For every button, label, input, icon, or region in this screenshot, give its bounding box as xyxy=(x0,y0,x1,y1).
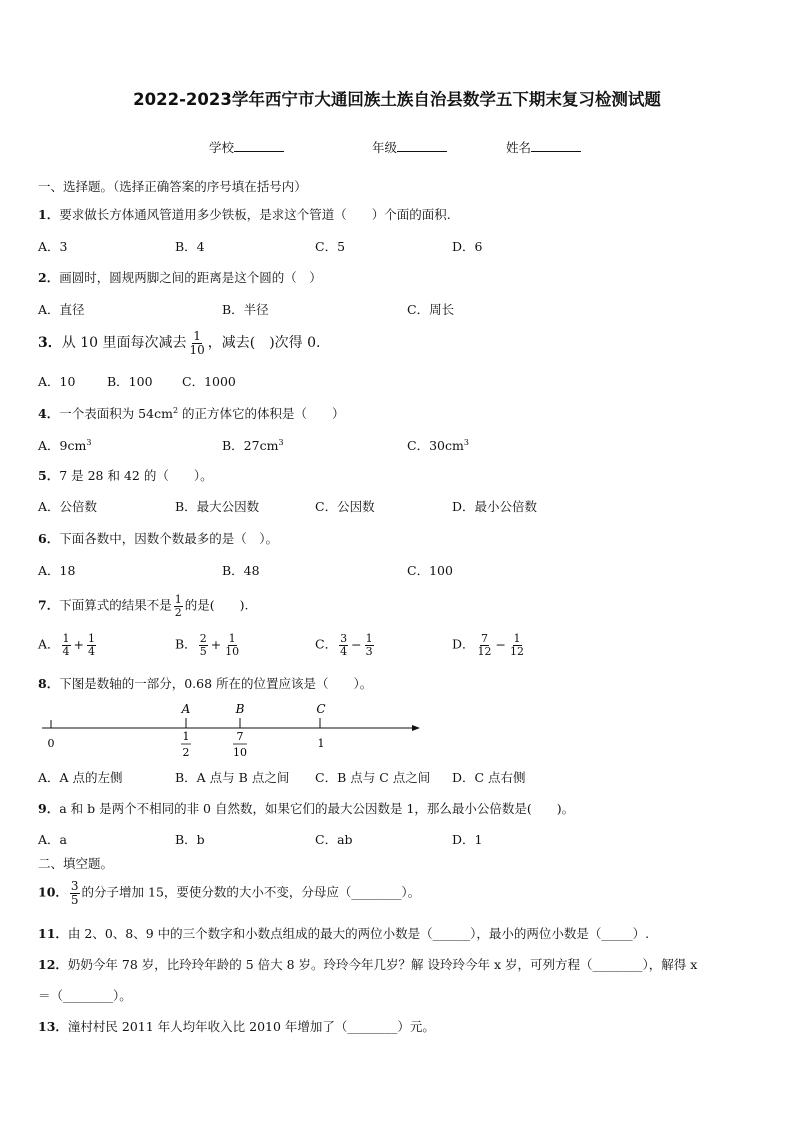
section-fill-heading: 二、填空题。 xyxy=(38,856,114,871)
school-label: 学校 xyxy=(209,140,235,155)
section-choice-heading: 一、选择题。（选择正确答案的序号填在括号内） xyxy=(38,179,307,194)
name-field xyxy=(506,142,581,155)
question-text: 要求做长方体通风管道用多少铁板，是求这个管道（ ）个面的面积. xyxy=(59,207,451,222)
question-text-pre: 从 10 里面每次减去 xyxy=(61,335,187,352)
grade-label: 年级 xyxy=(372,140,398,155)
tick-label-half-den: 2 xyxy=(182,746,190,759)
q1-option-d[interactable]: D．6 xyxy=(452,239,483,254)
q6-option-a[interactable]: A．18 xyxy=(38,563,76,578)
question-text: a 和 b 是两个不相同的非 0 自然数，如果它们的最大公因数是 1，那么最小公倍数是( )。 xyxy=(59,801,575,816)
question-text-post: 的正方体它的体积是（ ） xyxy=(178,406,345,422)
q8-option-d[interactable]: D．C 点右侧 xyxy=(452,770,526,785)
q8-option-a[interactable]: A．A 点的左侧 xyxy=(38,770,123,785)
q1-option-a[interactable]: A．3 xyxy=(38,239,68,254)
q8-option-c[interactable]: C．B 点与 C 点之间 xyxy=(315,770,431,785)
q9-option-a[interactable]: A．a xyxy=(38,832,67,847)
question-number: 6． xyxy=(38,531,60,546)
fraction: $\frac{1}{2}$ xyxy=(174,593,182,619)
q6-option-c[interactable]: C．100 xyxy=(407,563,453,578)
question-number: 8． xyxy=(38,676,60,691)
q2-option-c[interactable]: C．周长 xyxy=(407,302,455,317)
question-text: 画圆时，圆规两脚之间的距离是这个圆的（ ） xyxy=(59,270,322,285)
point-label-C: C xyxy=(316,702,326,716)
grade-field xyxy=(372,142,447,155)
question-text-post: 的是( ). xyxy=(184,597,249,613)
tick-label-half-num: 1 xyxy=(182,730,190,743)
question-text: 潼村村民 2011 年人均年收入比 2010 年增加了（________）元。 xyxy=(67,1019,435,1034)
question-text: 下面各数中，因数个数最多的是（ ）。 xyxy=(59,531,278,546)
school-field xyxy=(209,142,284,155)
q4-option-c[interactable]: C．$30cm^3$ xyxy=(407,438,469,454)
grade-blank[interactable] xyxy=(397,151,447,152)
question-number: 7． xyxy=(38,597,60,613)
question-text-pre: 一个表面积为 54cm xyxy=(59,406,173,422)
q5-option-d[interactable]: D．最小公倍数 xyxy=(452,499,538,514)
question-number: 5． xyxy=(38,468,60,483)
q7-option-d[interactable]: D． $\frac{7}{12}$ − $\frac{1}{12}$ xyxy=(452,632,525,658)
question-9 xyxy=(38,803,574,816)
q6-option-b[interactable]: B．48 xyxy=(222,563,260,578)
question-2 xyxy=(38,272,322,285)
question-12 xyxy=(38,959,697,972)
question-3 xyxy=(38,330,320,356)
q8-option-b[interactable]: B．A 点与 B 点之间 xyxy=(175,770,290,785)
question-text: 的分子增加 15，要使分数的大小不变，分母应（________）。 xyxy=(81,884,421,900)
page-title: 2022-2023学年西宁市大通回族土族自治县数学五下期末复习检测试题 xyxy=(133,90,661,109)
question-text: 由 2、0、8、9 中的三个数字和小数点组成的最大的两位小数是（______），最小的两位小数是（_____）. xyxy=(67,926,650,941)
q3-option-b[interactable]: B．100 xyxy=(107,374,153,389)
question-1 xyxy=(38,209,451,222)
name-label: 姓名 xyxy=(506,140,532,155)
q4-option-a[interactable]: A．$9cm^3$ xyxy=(38,438,92,454)
question-10 xyxy=(38,880,420,906)
q5-option-c[interactable]: C．公因数 xyxy=(315,499,375,514)
q7-option-b[interactable]: B． $\frac{2}{5}$ + $\frac{1}{10}$ xyxy=(175,632,240,658)
question-text-post: ，减去( )次得 0. xyxy=(207,335,321,352)
q2-option-a[interactable]: A．直径 xyxy=(38,302,85,317)
question-11 xyxy=(38,928,649,941)
fraction: $\frac{3}{5}$ xyxy=(70,879,79,907)
question-text: 7 是 28 和 42 的（ ）。 xyxy=(59,468,213,483)
school-blank[interactable] xyxy=(234,151,284,152)
q4-option-b[interactable]: B．$27cm^3$ xyxy=(222,438,284,454)
question-13 xyxy=(38,1021,435,1034)
question-text-line1: 奶奶今年 78 岁，比玲玲年龄的 5 倍大 8 岁。玲玲今年几岁？解 设玲玲今年 x 岁，可列方程（________），解得 x xyxy=(67,957,698,972)
question-number: 11． xyxy=(38,926,68,941)
q9-option-d[interactable]: D．1 xyxy=(452,832,483,847)
q5-option-a[interactable]: A．公倍数 xyxy=(38,499,98,514)
q2-option-b[interactable]: B．半径 xyxy=(222,302,269,317)
question-number: 2． xyxy=(38,270,60,285)
question-number: 1． xyxy=(38,207,60,222)
question-4 xyxy=(38,407,345,421)
q1-option-c[interactable]: C．5 xyxy=(315,239,346,254)
axis-arrowhead xyxy=(412,725,420,731)
tick-label-seventenths-den: 10 xyxy=(233,746,247,759)
q5-option-b[interactable]: B．最大公因数 xyxy=(175,499,260,514)
q7-option-c[interactable]: C． $\frac{3}{4}$ − $\frac{1}{3}$ xyxy=(315,632,373,658)
question-number: 12． xyxy=(38,957,68,972)
q9-option-b[interactable]: B．b xyxy=(175,832,205,847)
q3-option-a[interactable]: A．10 xyxy=(38,374,76,389)
superscript: 2 xyxy=(172,406,179,415)
question-7 xyxy=(38,594,248,618)
number-line xyxy=(0,698,440,764)
question-text: 下图是数轴的一部分，0.68 所在的位置应该是（ ）。 xyxy=(59,676,373,691)
q7-option-a[interactable]: A． $\frac{1}{4}$ + $\frac{1}{4}$ xyxy=(38,632,96,658)
point-label-A: A xyxy=(181,702,191,716)
question-number: 10． xyxy=(38,884,68,900)
q3-option-c[interactable]: C．1000 xyxy=(182,374,236,389)
name-blank[interactable] xyxy=(531,151,581,152)
question-6 xyxy=(38,533,278,546)
tick-label-zero: 0 xyxy=(47,737,55,750)
question-12-continued: ＝（________）。 xyxy=(38,988,132,1003)
tick-label-seventenths-num: 7 xyxy=(236,730,244,743)
question-number: 3． xyxy=(38,335,62,352)
point-label-B: B xyxy=(235,702,245,716)
question-8 xyxy=(38,678,372,691)
question-number: 13． xyxy=(38,1019,68,1034)
q9-option-c[interactable]: C．ab xyxy=(315,832,353,847)
q1-option-b[interactable]: B．4 xyxy=(175,239,205,254)
question-number: 4． xyxy=(38,406,60,422)
question-text-pre: 下面算式的结果不是 xyxy=(59,597,172,613)
fraction: $\frac{1}{10}$ xyxy=(189,329,205,357)
tick-label-one: 1 xyxy=(317,737,325,750)
question-5 xyxy=(38,470,213,483)
question-number: 9． xyxy=(38,801,60,816)
